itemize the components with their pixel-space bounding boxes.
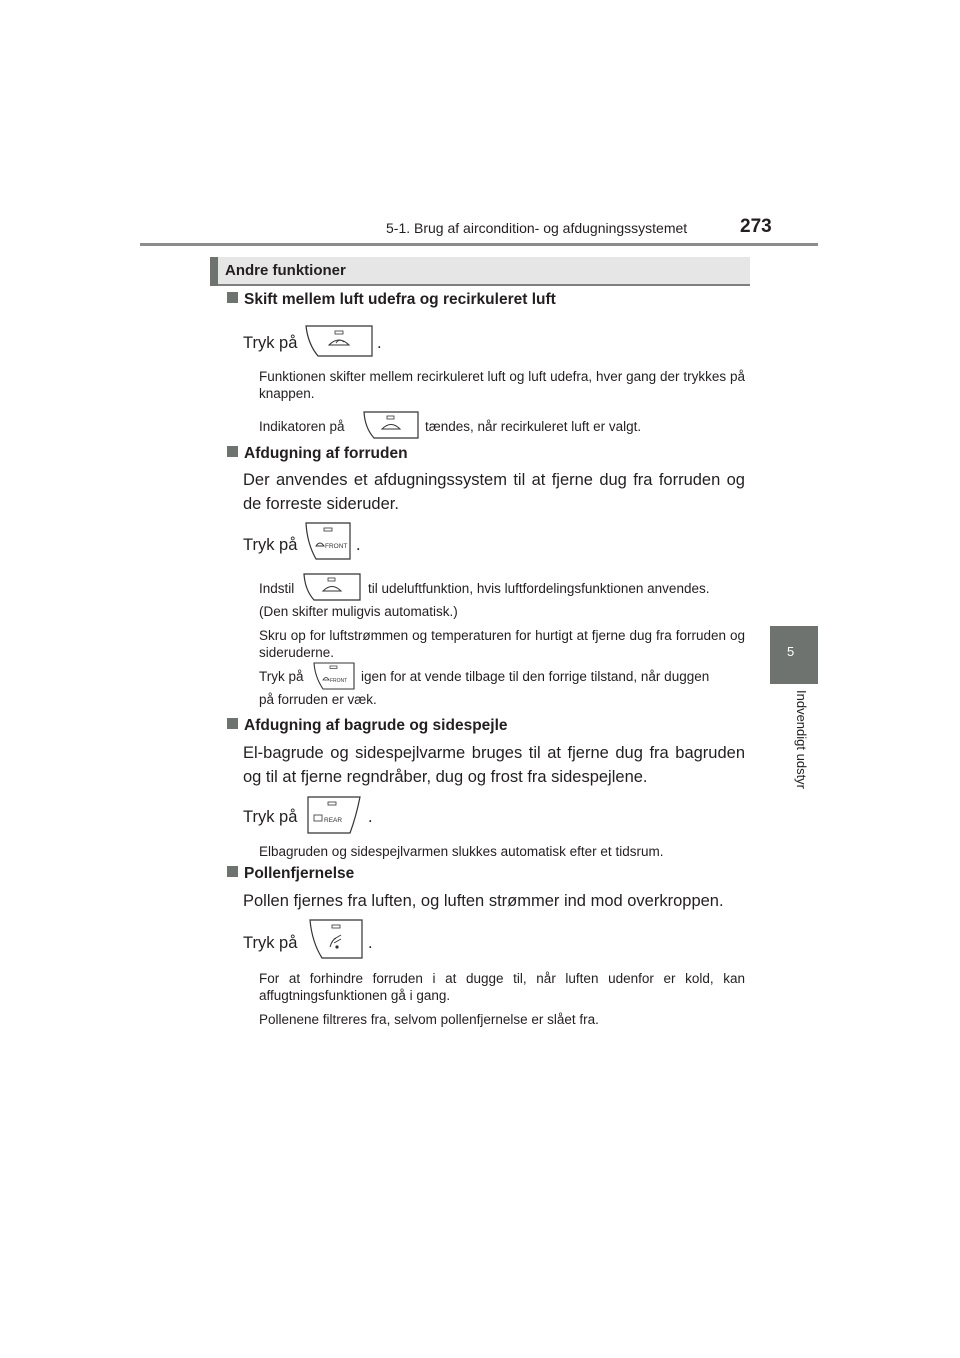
front-note-4-cont: på forruden er væk. xyxy=(259,692,377,707)
front-defogger-button-icon xyxy=(312,661,356,691)
square-bullet-icon xyxy=(227,718,238,729)
front-note-2: (Den skifter muligvis automatisk.) xyxy=(259,604,458,619)
recirc-press: Tryk på xyxy=(243,334,298,352)
square-bullet-icon xyxy=(227,292,238,303)
rear-defog-body: El-bagrude og sidespejlvarme bruges til at fjerne dug fra bagruden og til at fjerne regndråber, dug og frost fra sidespejlene. xyxy=(243,744,745,786)
pollen-body: Pollen fjernes fra luften, og luften strømmer ind mod overkroppen. xyxy=(243,892,724,910)
pollen-press-suffix: . xyxy=(368,934,373,952)
pollen-filter-button-icon xyxy=(308,918,364,960)
rear-note-1: Elbagruden og sidespejlvarmen slukkes automatisk efter et tidsrum. xyxy=(259,844,664,859)
front-note-4-suffix: igen for at vende tilbage til den forrige tilstand, når duggen xyxy=(361,669,710,684)
front-defog-press-suffix: . xyxy=(356,536,361,554)
chapter-title: 5-1. Brug af aircondition- og afdugningssystemet xyxy=(386,220,688,236)
section-bar-accent xyxy=(210,257,218,286)
chapter-tab-number: 5 xyxy=(787,644,795,659)
pollen-heading: Pollenfjernelse xyxy=(227,865,354,883)
recirc-note-2-suffix: tændes, når recirkuleret luft er valgt. xyxy=(425,419,642,434)
pollen-note-2: Pollenene filtreres fra, selvom pollenfjernelse er slået fra. xyxy=(259,1012,599,1027)
header-rule xyxy=(140,243,818,246)
front-defog-press: Tryk på xyxy=(243,536,298,554)
recirculation-indicator-icon xyxy=(362,410,420,440)
front-defogger-button-icon xyxy=(304,521,352,561)
pollen-note-1: For at forhindre forruden i at dugge til, når luften udenfor er kold, kan affugtningsfunktionen gå i gang. xyxy=(259,971,745,1003)
svg-text:REAR: REAR xyxy=(324,817,343,824)
page-number: 273 xyxy=(740,216,772,237)
rear-defog-press: Tryk på xyxy=(243,808,298,826)
section-title: Andre funktioner xyxy=(225,262,346,279)
rear-defog-press-suffix: . xyxy=(368,808,373,826)
recirculation-button-icon xyxy=(302,572,362,602)
square-bullet-icon xyxy=(227,446,238,457)
pollen-press: Tryk på xyxy=(243,934,298,952)
recirc-note-2-prefix: Indikatoren på xyxy=(259,419,345,434)
rear-defog-heading: Afdugning af bagrude og sidespejle xyxy=(227,717,508,735)
recirculation-button-icon xyxy=(304,324,374,358)
front-note-1-prefix: Indstil xyxy=(259,581,295,596)
svg-text:FRONT: FRONT xyxy=(330,678,348,684)
recirc-note-1: Funktionen skifter mellem recirkuleret luft og luft udefra, hver gang der trykkes på knappen. xyxy=(259,369,745,401)
svg-text:FRONT: FRONT xyxy=(325,543,348,550)
recirc-heading: Skift mellem luft udefra og recirkuleret luft xyxy=(227,291,556,309)
front-note-4-prefix: Tryk på xyxy=(259,669,304,684)
front-defog-body: Der anvendes et afdugningssystem til at fjerne dug fra forruden og de forreste sideruder. xyxy=(243,471,745,513)
rear-defogger-button-icon xyxy=(306,795,362,835)
front-defog-heading: Afdugning af forruden xyxy=(227,445,408,463)
front-note-3: Skru op for luftstrømmen og temperaturen for hurtigt at fjerne dug fra forruden og sideruderne. xyxy=(259,628,745,660)
front-note-1-suffix: til udeluftfunktion, hvis luftfordelingsfunktionen anvendes. xyxy=(368,581,710,596)
square-bullet-icon xyxy=(227,866,238,877)
chapter-tab-label: Indvendigt udstyr xyxy=(794,690,809,790)
recirc-press-suffix: . xyxy=(377,334,382,352)
